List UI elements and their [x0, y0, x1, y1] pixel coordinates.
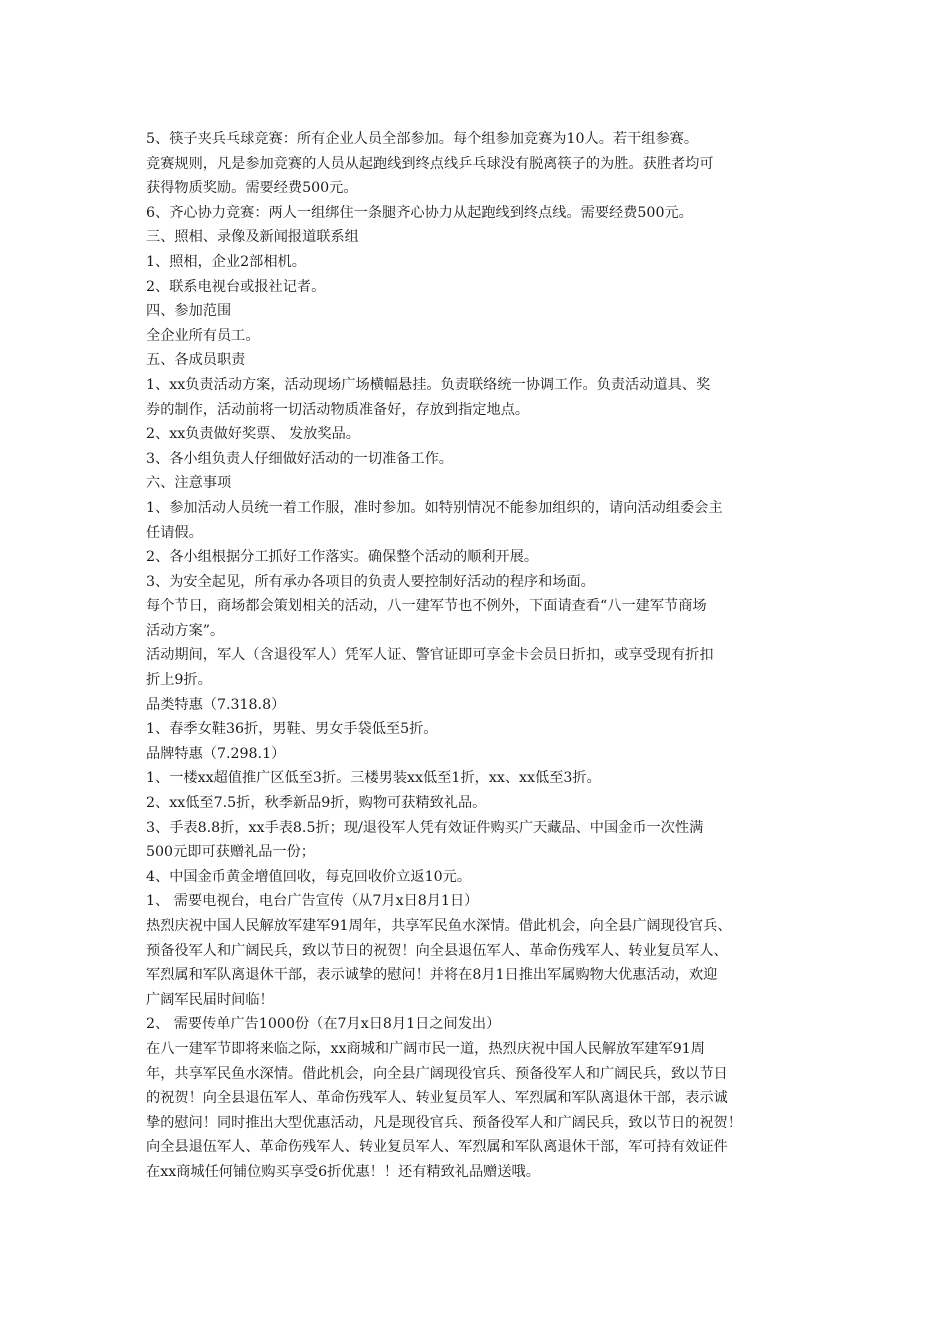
- text-line: 2、xx负责做好奖票、 发放奖品。: [146, 426, 360, 443]
- text-line: 三、照相、录像及新闻报道联系组: [146, 229, 359, 246]
- text-line: 4、中国金币黄金增值回收，每克回收价立返10元。: [146, 868, 472, 885]
- text-line: 3、手表8.8折，xx手表8.5折；现/退役军人凭有效证件购买广天藏品、中国金币一次性满: [146, 819, 704, 836]
- text-line: 在八一建军节即将来临之际，xx商城和广阔市民一道，热烈庆祝中国人民解放军建军91周: [146, 1040, 705, 1057]
- text-line: 1、参加活动人员统一着工作服，准时参加。如特别情况不能参加组织的，请向活动组委会主: [146, 499, 723, 516]
- text-line: 竞赛规则，凡是参加竞赛的人员从起跑线到终点线乒乓球没有脱离筷子的为胜。获胜者均可: [146, 155, 714, 172]
- text-line: 五、各成员职责: [146, 352, 246, 369]
- text-line: 2、各小组根据分工抓好工作落实。确保整个活动的顺利开展。: [146, 549, 539, 566]
- text-line: 获得物质奖励。需要经费500元。: [146, 180, 358, 197]
- text-line: 六、注意事项: [146, 475, 232, 492]
- text-line: 活动方案”。: [146, 622, 225, 639]
- text-line: 的祝贺！向全县退伍军人、革命伤残军人、转业复员军人、军烈属和军队离退休干部，表示诚: [146, 1090, 728, 1107]
- text-line: 任请假。: [146, 524, 203, 541]
- text-line: 1、照相，企业2部相机。: [146, 253, 306, 270]
- text-line: 3、各小组负责人仔细做好活动的一切准备工作。: [146, 450, 453, 467]
- text-line: 每个节日，商场都会策划相关的活动，八一建军节也不例外，下面请查看“八一建军节商场: [146, 598, 707, 615]
- text-line: 军烈属和军队离退休干部，表示诚挚的慰问！并将在8月1日推出军属购物大优惠活动，欢迎: [146, 967, 718, 984]
- text-line: 5、筷子夹兵乓球竞赛：所有企业人员全部参加。每个组参加竞赛为10人。若干组参赛。: [146, 131, 699, 147]
- text-line: 品牌特惠（7.298.1）: [146, 745, 286, 762]
- text-line: 年，共享军民鱼水深情。借此机会，向全县广阔现役官兵、预备役军人和广阔民兵，致以节日: [146, 1065, 728, 1082]
- text-line: 2、联系电视台或报社记者。: [146, 278, 326, 295]
- text-line: 2、 需要传单广告1000份（在7月x日8月1日之间发出）: [146, 1016, 501, 1033]
- text-line: 500元即可获赠礼品一份；: [146, 844, 315, 861]
- text-line: 2、xx低至7.5折，秋季新品9折，购物可获精致礼品。: [146, 795, 487, 812]
- text-line: 6、齐心协力竞赛：两人一组绑住一条腿齐心协力从起跑线到终点线。需要经费500元。: [146, 204, 693, 221]
- text-line: 1、春季女鞋36折，男鞋、男女手袋低至5折。: [146, 721, 438, 738]
- text-line: 热烈庆祝中国人民解放军建军91周年，共享军民鱼水深情。借此机会，向全县广阔现役官兵、: [146, 918, 732, 934]
- text-line: 挚的慰问！同时推出大型优惠活动，凡是现役官兵、预备役军人和广阔民兵，致以节日的祝贺！: [146, 1114, 742, 1131]
- text-line: 向全县退伍军人、革命伤残军人、转业复员军人、军烈属和军队离退休干部，军可持有效证件: [146, 1139, 728, 1156]
- text-line: 在xx商城任何铺位购买享受6折优惠！！还有精致礼品赠送哦。: [146, 1163, 540, 1180]
- text-line: 1、 需要电视台，电台广告宣传（从7月x日8月1日）: [146, 893, 479, 910]
- text-line: 折上9折。: [146, 672, 212, 689]
- text-line: 1、xx负责活动方案，活动现场广场横幅悬挂。负责联络统一协调工作。负责活动道具、奖: [146, 376, 711, 393]
- text-line: 预备役军人和广阔民兵，致以节日的祝贺！向全县退伍军人、革命伤残军人、转业复员军人、: [146, 942, 728, 959]
- text-line: 1、一楼xx超值推广区低至3折。三楼男装xx低至1折，xx、xx低至3折。: [146, 770, 601, 787]
- text-line: 3、为安全起见，所有承办各项目的负责人要控制好活动的程序和场面。: [146, 573, 595, 590]
- text-line: 四、参加范围: [146, 303, 232, 320]
- text-line: 品类特惠（7.318.8）: [146, 696, 286, 713]
- text-line: 券的制作，活动前将一切活动物质准备好，存放到指定地点。: [146, 401, 530, 418]
- text-line: 全企业所有员工。: [146, 327, 260, 344]
- document-body: [146, 127, 816, 1185]
- text-line: 活动期间，军人（含退役军人）凭军人证、警官证即可享金卡会员日折扣，或享受现有折扣: [146, 647, 714, 664]
- text-line: 广阔军民届时间临！: [146, 991, 274, 1008]
